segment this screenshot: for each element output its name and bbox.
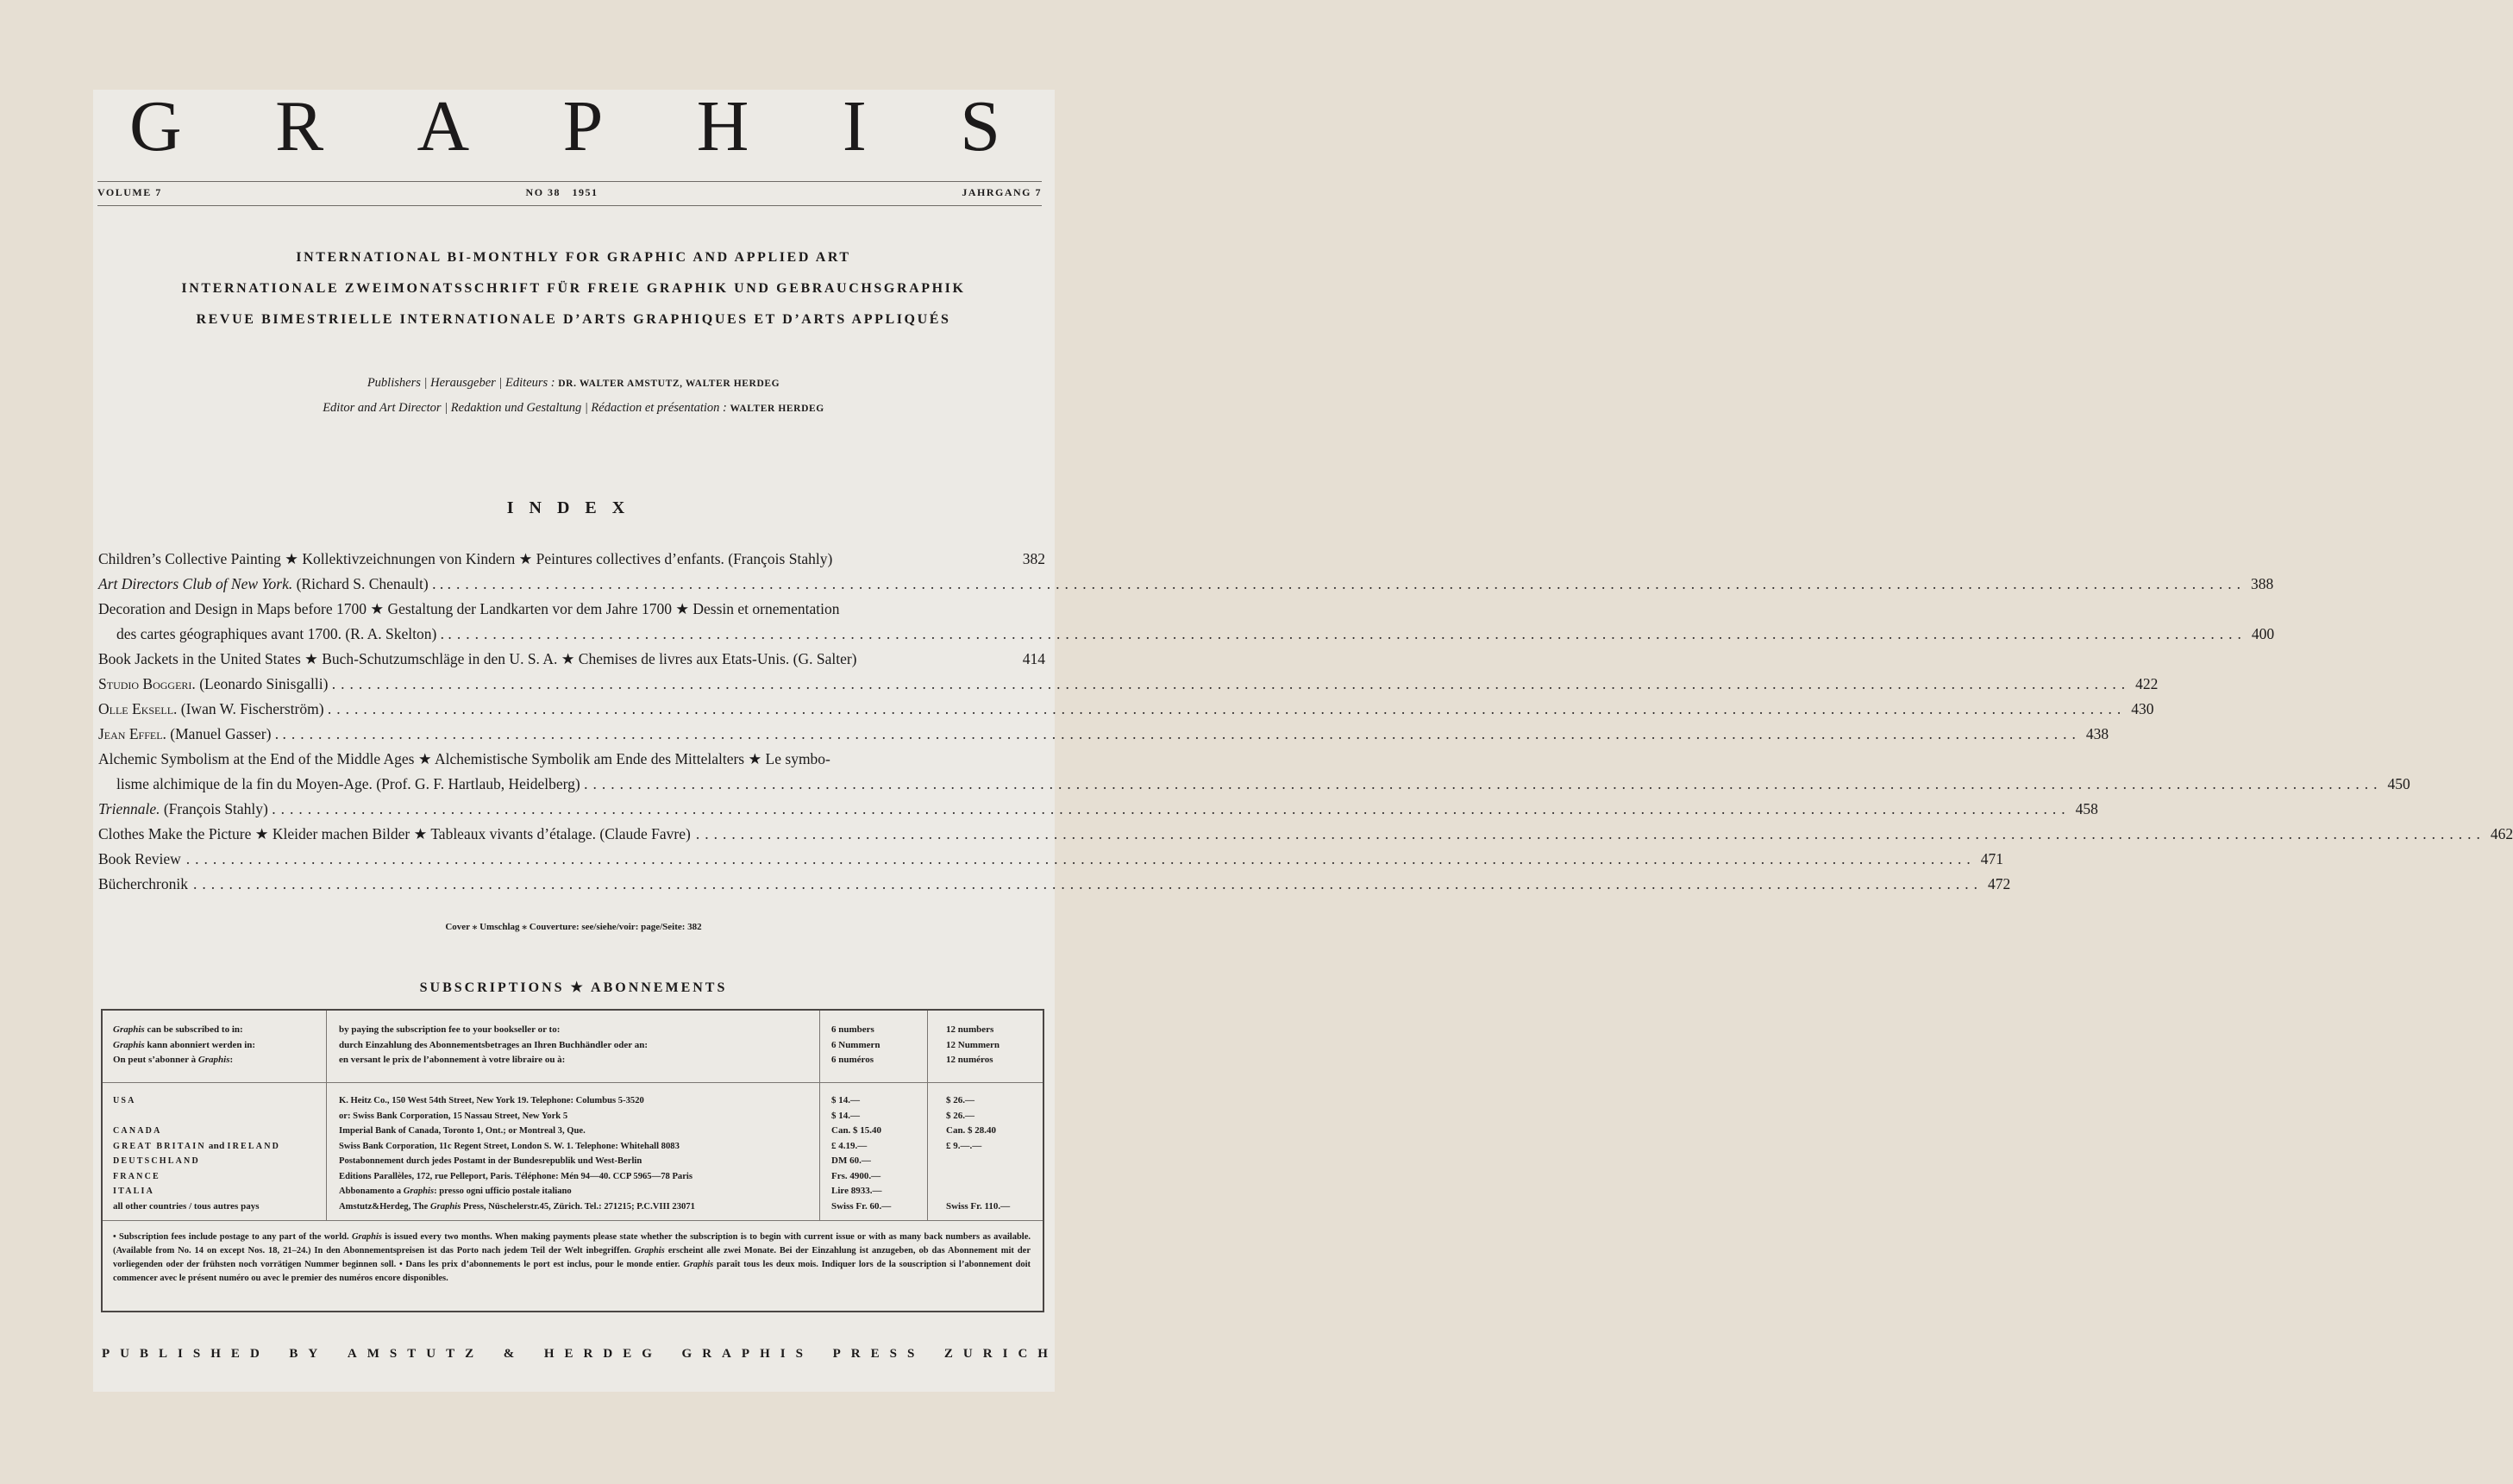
dot-leader: ........................................................................................................................................................................................................ bbox=[695, 825, 2485, 842]
index-entry-page: 472 bbox=[1988, 875, 2011, 892]
index-entry bbox=[98, 747, 1045, 772]
index-entry-page: 450 bbox=[2387, 775, 2410, 792]
header-six-de: 6 Nummern bbox=[831, 1039, 880, 1050]
index-entry-text: Bücherchronik bbox=[98, 875, 188, 892]
index-entry-page: 400 bbox=[2251, 625, 2275, 642]
index-entry-title bbox=[98, 847, 181, 872]
index-entry-title bbox=[98, 572, 451, 597]
header-rule-bottom bbox=[97, 205, 1042, 206]
dot-leader: ........................................................................................................................................................................................................ bbox=[193, 875, 1983, 892]
dot-leader: ........................................................................................................................................................................................................ bbox=[185, 850, 1976, 867]
header-where-line: On peut s’abonner à Graphis: bbox=[113, 1055, 234, 1065]
index-list bbox=[98, 547, 2513, 897]
volume-label: VOLUME 7 bbox=[97, 186, 162, 198]
index-entry-text: (Manuel Gasser) . . bbox=[166, 725, 286, 742]
index-entry-page: 462 bbox=[2490, 825, 2513, 842]
index-entry bbox=[98, 647, 1045, 672]
agent-cell: or: Swiss Bank Corporation, 15 Nassau Street, New York 5 bbox=[339, 1111, 568, 1121]
six-issue-price: Lire 8933.— bbox=[831, 1186, 882, 1196]
publisher-word: P R E S S bbox=[832, 1347, 915, 1361]
dot-leader: ........................................................................................................................................................................................................ bbox=[592, 775, 2383, 792]
subscriptions-table bbox=[101, 1009, 1044, 1312]
index-entry-text: Studio Boggeri. bbox=[98, 675, 196, 692]
index-entry bbox=[98, 797, 2098, 822]
twelve-issue-price: Can. $ 28.40 bbox=[946, 1125, 997, 1136]
six-issue-price-column bbox=[831, 1093, 926, 1214]
publisher-word: B Y bbox=[289, 1347, 318, 1361]
country-cell bbox=[113, 1109, 324, 1124]
dot-leader: ........................................................................................................................................................................................................ bbox=[455, 575, 2246, 592]
masthead-letter: S bbox=[960, 86, 1000, 166]
header-how-de: durch Einzahlung des Abonnementsbetrages an Ihren Buchhändler oder an: bbox=[339, 1039, 648, 1050]
index-entry-title bbox=[98, 547, 832, 572]
publisher-footer bbox=[102, 1347, 1048, 1362]
index-entry-text: (François Stahly) . bbox=[160, 800, 276, 817]
agent-cell: Abbonamento a Graphis: presso ogni ufficio postale italiano bbox=[339, 1187, 572, 1196]
index-entry-text: lisme alchimique de la fin du Moyen-Age. (Prof. G. F. Hartlaub, Heidelberg) . bbox=[116, 775, 588, 792]
masthead-letter: I bbox=[842, 86, 867, 166]
publishers-label: Publishers | Herausgeber | Editeurs : bbox=[367, 376, 555, 390]
publisher-word: H E R D E G bbox=[543, 1347, 652, 1361]
six-issue-price: $ 14.— bbox=[831, 1095, 860, 1105]
index-entry-page: 471 bbox=[1980, 850, 2004, 867]
index-entry bbox=[98, 622, 2275, 647]
publishers-names: DR. WALTER AMSTUTZ, WALTER HERDEG bbox=[558, 379, 780, 389]
six-issue-price: £ 4.19.— bbox=[831, 1140, 868, 1151]
agent-cell: K. Heitz Co., 150 West 54th Street, New York 19. Telephone: Columbus 5-3520 bbox=[339, 1096, 644, 1105]
country-cell: all other countries / tous autres pays bbox=[113, 1200, 260, 1212]
index-entry-title bbox=[98, 697, 331, 722]
header-six-fr: 6 numéros bbox=[831, 1055, 874, 1065]
index-entry-text: des cartes géographiques avant 1700. (R. A. Skelton) . . bbox=[116, 625, 452, 642]
country-cell: GREAT BRITAIN and IRELAND bbox=[113, 1140, 281, 1151]
index-entry bbox=[98, 847, 2004, 872]
column-divider bbox=[819, 1011, 820, 1220]
country-cell: FRANCE bbox=[113, 1171, 160, 1181]
tagline-english: INTERNATIONAL BI-MONTHLY FOR GRAPHIC AND APPLIED ART bbox=[296, 250, 851, 265]
index-entry bbox=[98, 697, 2154, 722]
index-entry-title bbox=[98, 772, 587, 797]
six-issue-price: $ 14.— bbox=[831, 1110, 860, 1121]
index-entry-page: 422 bbox=[2135, 675, 2159, 692]
header-six bbox=[831, 1023, 922, 1068]
header-twelve-fr: 12 numéros bbox=[946, 1055, 993, 1065]
tagline-german: INTERNATIONALE ZWEIMONATSSCHRIFT FÜR FREIE GRAPHIK UND GEBRAUCHSGRAPHIK bbox=[181, 281, 966, 296]
index-entry-text: Jean Effel. bbox=[98, 725, 166, 742]
header-divider bbox=[103, 1082, 1043, 1083]
index-entry-text: Triennale. bbox=[98, 800, 160, 817]
country-cell: CANADA bbox=[113, 1126, 162, 1136]
index-entry-title bbox=[98, 597, 839, 622]
agent-cell: Swiss Bank Corporation, 11c Regent Street, London S. W. 1. Telephone: Whitehall 8083 bbox=[339, 1141, 680, 1151]
agent-cell: Imperial Bank of Canada, Toronto 1, Ont.; or Montreal 3, Que. bbox=[339, 1126, 586, 1136]
index-entry-text: Book Review bbox=[98, 850, 181, 867]
index-entry-title bbox=[98, 722, 286, 747]
index-entry-page: 388 bbox=[2250, 575, 2274, 592]
index-entry-text: (Leonardo Sinisgalli) . bbox=[195, 675, 336, 692]
index-entry-text: Olle Eksell. bbox=[98, 700, 178, 717]
index-entry-title bbox=[98, 622, 452, 647]
header-twelve-en: 12 numbers bbox=[946, 1024, 994, 1035]
index-entry bbox=[98, 597, 1045, 622]
publisher-word: P U B L I S H E D bbox=[102, 1347, 260, 1361]
note-divider bbox=[103, 1220, 1043, 1221]
header-twelve bbox=[946, 1023, 1037, 1068]
index-entry-title bbox=[98, 647, 857, 672]
editor-credit bbox=[0, 401, 1147, 416]
index-entry-title bbox=[98, 822, 691, 847]
header-how-fr: en versant le prix de l’abonnement à votre libraire ou à: bbox=[339, 1055, 566, 1065]
twelve-issue-price: Swiss Fr. 110.— bbox=[946, 1200, 1011, 1212]
masthead-letter: R bbox=[275, 86, 324, 166]
country-column bbox=[113, 1093, 324, 1214]
index-entry-text: (Richard S. Chenault) . . . bbox=[292, 575, 451, 592]
six-issue-price: Frs. 4900.— bbox=[831, 1170, 881, 1181]
index-entry-text: Decoration and Design in Maps before 1700 ★ Gestaltung der Landkarten vor dem Jahre 1700 ★ Dessin et ornementation bbox=[98, 600, 840, 617]
index-entry-title bbox=[98, 797, 276, 822]
index-entry-page: 458 bbox=[2075, 800, 2098, 817]
twelve-issue-price bbox=[946, 1154, 1041, 1169]
agent-cell: Postabonnement durch jedes Postamt in der Bundesrepublik und West-Berlin bbox=[339, 1156, 642, 1166]
twelve-issue-price-column bbox=[946, 1093, 1041, 1214]
cover-note: Cover ⁎ Umschlag ⁎ Couverture: see/siehe/voir: page/Seite: 382 bbox=[445, 922, 702, 932]
index-entry-text: Children’s Collective Painting ★ Kollektivzeichnungen von Kindern ★ Peintures collectives d’enfants. (François Stahly) bbox=[98, 550, 833, 567]
index-entry-title bbox=[98, 747, 830, 772]
dot-leader: ........................................................................................................................................................................................................ bbox=[280, 800, 2071, 817]
index-entry-page: 414 bbox=[1022, 650, 1045, 667]
subscription-note: • Subscription fees include postage to any part of the world. Graphis is issued every two months. When making payments please state whether the subscription is to begin with current issue or with as many back numbers as available. (Available from No. 14 on except Nos. 18, 21–24.) In den Abonnementspreisen ist das Porto nach jedem Teil der Welt inbegriffen. Graphis erscheint alle zwei Monate. Bei der Einzahlung ist anzugeben, ob das Abonnement mit der vorliegenden oder der frühsten noch vorrätigen Nummer beginnen soll. • Dans les prix d’abonnements le port est inclus, pour le monde entier. Graphis paraît tous les deux mois. Indiquer lors de la souscription si l’abonnement doit commencer avec le présent numéro ou avec le premier des numéros encore disponibles. bbox=[113, 1232, 1031, 1283]
index-entry-page: 382 bbox=[1022, 550, 1045, 567]
index-entry bbox=[98, 722, 2109, 747]
header-where-line: Graphis can be subscribed to in: bbox=[113, 1024, 243, 1035]
publisher-word: Z U R I C H bbox=[943, 1347, 1048, 1361]
twelve-issue-price bbox=[946, 1169, 1041, 1185]
index-entry bbox=[98, 672, 2159, 697]
header-twelve-de: 12 Nummern bbox=[946, 1039, 1000, 1050]
index-entry bbox=[98, 572, 2274, 597]
masthead-letter: A bbox=[417, 86, 470, 166]
publishers-credit bbox=[0, 376, 1147, 391]
country-cell: USA bbox=[113, 1096, 136, 1105]
index-entry-page: 430 bbox=[2131, 700, 2154, 717]
index-entry-title bbox=[98, 672, 335, 697]
index-entry-text: Alchemic Symbolism at the End of the Middle Ages ★ Alchemistische Symbolik am Ende des Mittelalters ★ Le symbo- bbox=[98, 750, 830, 767]
publisher-word: A M S T U T Z bbox=[347, 1347, 474, 1361]
index-entry bbox=[98, 822, 2513, 847]
column-divider bbox=[326, 1011, 327, 1220]
masthead-letter: G bbox=[129, 86, 182, 166]
index-entry bbox=[98, 872, 2011, 897]
dot-leader: ........................................................................................................................................................................................................ bbox=[341, 675, 2131, 692]
header-how bbox=[339, 1023, 813, 1068]
twelve-issue-price bbox=[946, 1184, 1041, 1199]
column-divider bbox=[927, 1011, 928, 1220]
index-entry-title bbox=[98, 872, 188, 897]
six-issue-price: DM 60.— bbox=[831, 1155, 871, 1166]
agent-column bbox=[339, 1093, 818, 1214]
issue-number-year: NO 38 1951 bbox=[525, 186, 598, 198]
index-entry-text: Book Jackets in the United States ★ Buch-Schutzumschläge in den U. S. A. ★ Chemises de livres aux Etats-Unis. (G. Salter) bbox=[98, 650, 857, 667]
index-entry-page: 438 bbox=[2085, 725, 2109, 742]
country-cell: ITALIA bbox=[113, 1187, 155, 1196]
six-issue-price: Can. $ 15.40 bbox=[831, 1125, 882, 1136]
publisher-word: G R A P H I S bbox=[681, 1347, 803, 1361]
twelve-issue-price: £ 9.—.— bbox=[946, 1140, 982, 1151]
masthead-letter: H bbox=[696, 86, 749, 166]
index-title: INDEX bbox=[506, 498, 641, 517]
dot-leader: ........................................................................................................................................................................................................ bbox=[336, 700, 2127, 717]
index-entry bbox=[98, 772, 2410, 797]
issue-row bbox=[97, 186, 1042, 199]
tagline-french: REVUE BIMESTRIELLE INTERNATIONALE D’ARTS GRAPHIQUES ET D’ARTS APPLIQUÉS bbox=[196, 312, 951, 327]
agent-cell: Editions Parallèles, 172, rue Pelleport, Paris. Téléphone: Mén 94—40. CCP 5965—78 Paris bbox=[339, 1171, 692, 1181]
twelve-issue-price: $ 26.— bbox=[946, 1110, 974, 1121]
masthead-letter: P bbox=[562, 86, 604, 166]
header-six-en: 6 numbers bbox=[831, 1024, 874, 1035]
index-entry-text: (Iwan W. Fischerström) . bbox=[177, 700, 332, 717]
header-where bbox=[113, 1023, 320, 1068]
masthead-title bbox=[129, 86, 1000, 166]
country-cell: DEUTSCHLAND bbox=[113, 1156, 200, 1166]
index-entry-text: Clothes Make the Picture ★ Kleider machen Bilder ★ Tableaux vivants d’étalage. (Claude Favre) bbox=[98, 825, 691, 842]
header-how-en: by paying the subscription fee to your bookseller or to: bbox=[339, 1024, 561, 1035]
editor-label: Editor and Art Director | Redaktion und Gestaltung | Rédaction et présentation : bbox=[323, 401, 727, 415]
header-where-line: Graphis kann abonniert werden in: bbox=[113, 1039, 256, 1050]
subscriptions-title: SUBSCRIPTIONS ★ ABONNEMENTS bbox=[419, 980, 728, 995]
dot-leader: ........................................................................................................................................................................................................ bbox=[456, 625, 2247, 642]
publisher-word: & bbox=[503, 1347, 515, 1361]
twelve-issue-price: $ 26.— bbox=[946, 1095, 974, 1105]
jahrgang-label: JAHRGANG 7 bbox=[962, 186, 1042, 198]
index-entry-text: Art Directors Club of New York. bbox=[98, 575, 293, 592]
dot-leader: ........................................................................................................................................................................................................ bbox=[291, 725, 2081, 742]
index-entry bbox=[98, 547, 1045, 572]
agent-cell: Amstutz&Herdeg, The Graphis Press, Nüschelerstr.45, Zürich. Tel.: 271215; P.C.VIII 23071 bbox=[339, 1201, 695, 1212]
header-rule-top bbox=[97, 181, 1042, 182]
editor-name: WALTER HERDEG bbox=[730, 404, 824, 414]
six-issue-price: Swiss Fr. 60.— bbox=[831, 1200, 892, 1212]
